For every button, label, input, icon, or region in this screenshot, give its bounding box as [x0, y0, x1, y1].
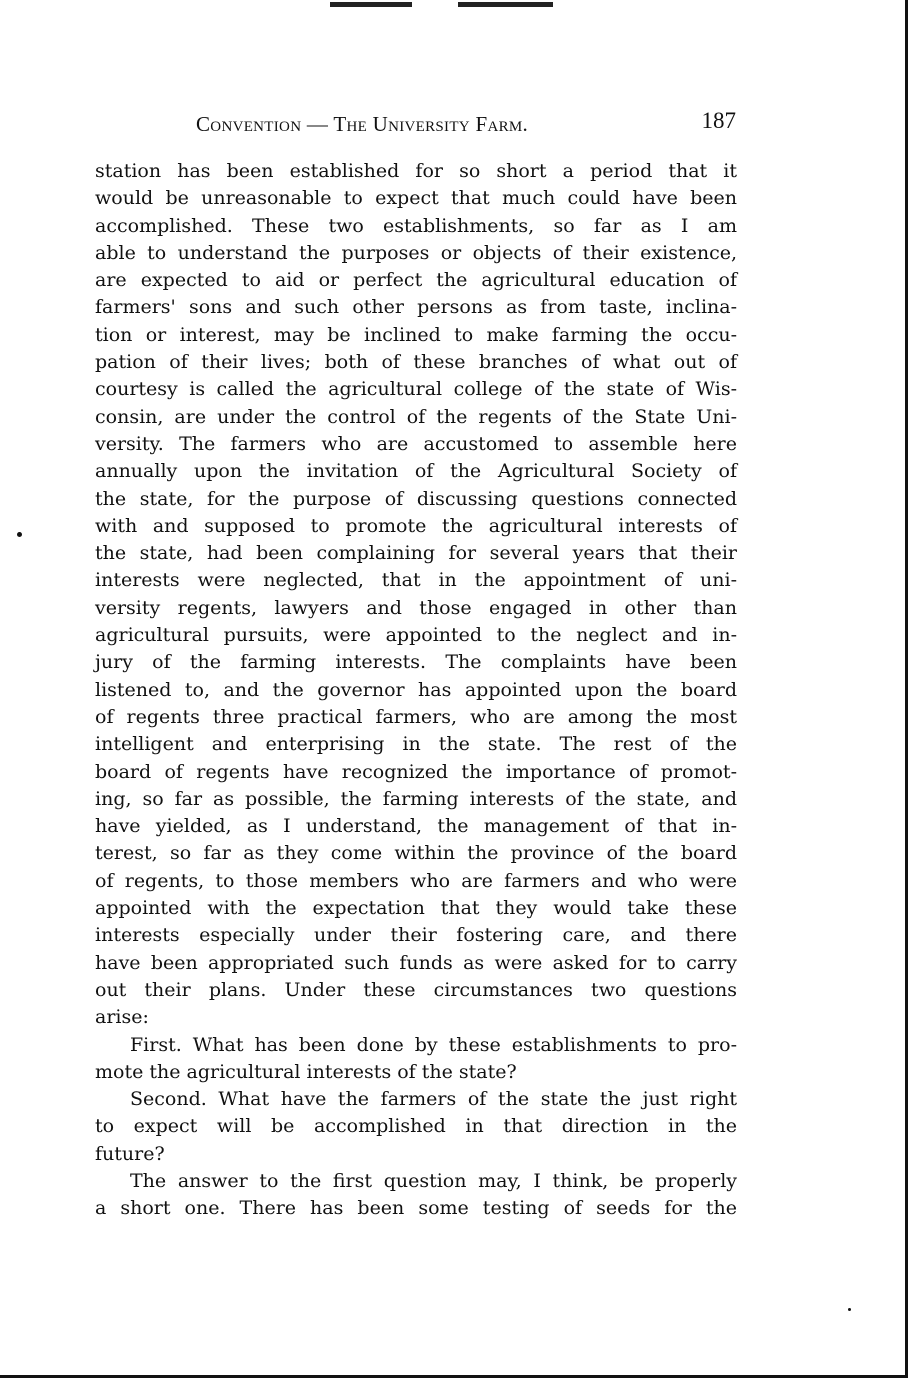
text-line: interests were neglected, that in the appointment of uni-	[95, 569, 737, 592]
text-line: versity. The farmers who are accustomed to assemble here	[95, 432, 737, 455]
text-line: able to understand the purposes or objects of their existence,	[95, 241, 737, 264]
text-line: ing, so far as possible, the farming interests of the state, and	[95, 787, 737, 810]
scan-artifact	[330, 0, 570, 10]
text-line: have been appropriated such funds as were asked for to carry	[95, 951, 737, 974]
text-line: jury of the farming interests. The complaints have been	[95, 651, 737, 674]
text-line: First. What has been done by these establishments to pro-	[130, 1033, 737, 1056]
text-line: out their plans. Under these circumstances two questions	[95, 978, 737, 1001]
text-line: future?	[95, 1142, 165, 1165]
page-number: 187	[701, 108, 736, 133]
text-line: accomplished. These two establishments, so far as I am	[95, 214, 737, 237]
text-line: the state, had been complaining for several years that their	[95, 542, 737, 565]
text-line: are expected to aid or perfect the agricultural education of	[95, 269, 737, 292]
text-line: intelligent and enterprising in the state. The rest of the	[95, 733, 737, 756]
margin-mark	[17, 532, 22, 537]
text-line: the state, for the purpose of discussing questions connected	[95, 487, 737, 510]
text-line: listened to, and the governor has appointed upon the board	[95, 678, 737, 701]
text-line: to expect will be accomplished in that direction in the	[95, 1115, 737, 1138]
margin-mark	[848, 1308, 851, 1311]
text-line: of regents three practical farmers, who are among the most	[95, 705, 737, 728]
page-header	[196, 108, 736, 142]
text-line: with and supposed to promote the agricultural interests of	[95, 514, 737, 537]
text-line: Second. What have the farmers of the state the just right	[130, 1088, 737, 1111]
body-text	[95, 158, 737, 1223]
text-line: of regents, to those members who are farmers and who were	[95, 869, 737, 892]
text-line: tion or interest, may be inclined to make farming the occu-	[95, 323, 737, 346]
text-line: station has been established for so short a period that it	[95, 160, 737, 182]
text-line: interests especially under their fostering care, and there	[95, 924, 737, 947]
text-line: pation of their lives; both of these branches of what out of	[95, 351, 737, 374]
text-line: agricultural pursuits, were appointed to the neglect and in-	[95, 624, 737, 647]
text-line: would be unreasonable to expect that much could have been	[95, 187, 737, 210]
text-line: courtesy is called the agricultural college of the state of Wis-	[95, 378, 737, 401]
text-line: terest, so far as they come within the province of the board	[95, 842, 737, 865]
text-line: mote the agricultural interests of the state?	[95, 1060, 517, 1083]
text-line: arise:	[95, 1006, 149, 1029]
text-line: have yielded, as I understand, the management of that in-	[95, 815, 737, 838]
text-line: a short one. There has been some testing of seeds for the	[95, 1197, 737, 1220]
text-line: annually upon the invitation of the Agricultural Society of	[95, 460, 737, 483]
text-line: versity regents, lawyers and those engaged in other than	[95, 596, 737, 619]
text-line: appointed with the expectation that they would take these	[95, 897, 737, 920]
running-head: Convention — The University Farm.	[196, 112, 529, 136]
text-line: board of regents have recognized the importance of promot-	[95, 760, 737, 783]
text-line: consin, are under the control of the regents of the State Uni-	[95, 405, 737, 428]
text-line: The answer to the first question may, I think, be properly	[130, 1169, 737, 1192]
text-line: farmers' sons and such other persons as from taste, inclina-	[95, 296, 737, 319]
